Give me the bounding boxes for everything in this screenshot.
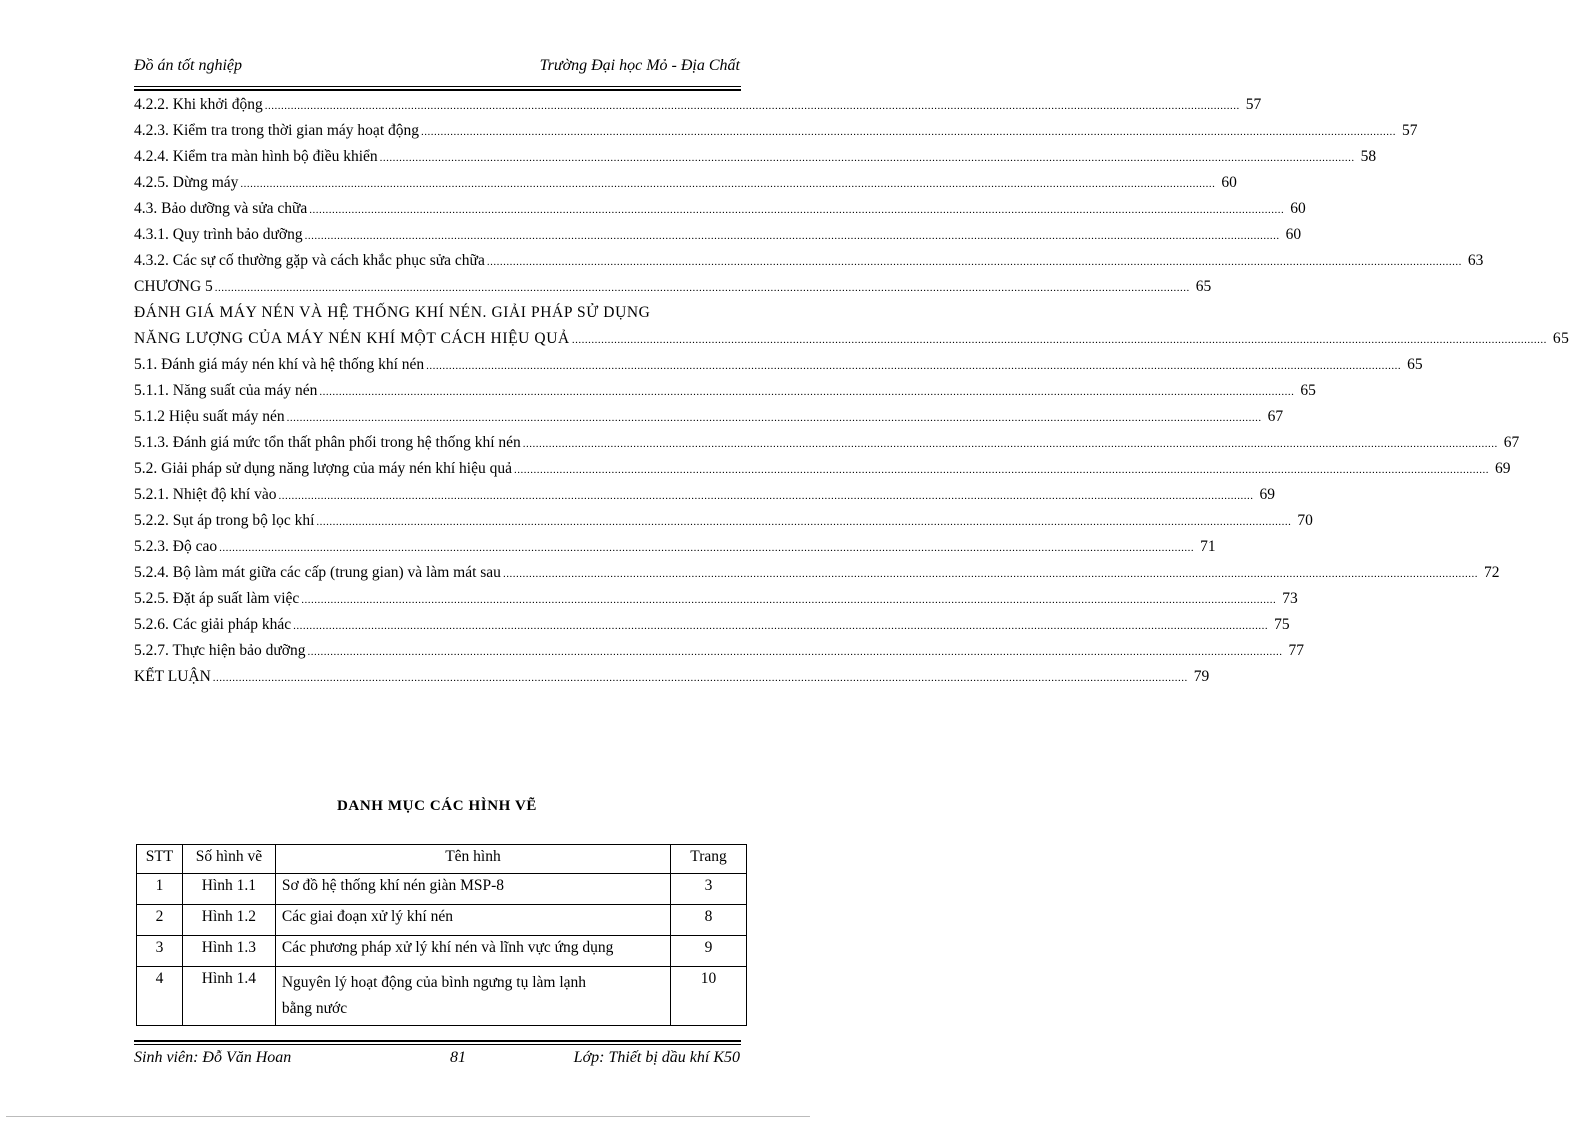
cell-figure-number: Hình 1.3: [182, 936, 275, 967]
toc-entry: [134, 327, 1570, 353]
cell-page: 8: [671, 905, 747, 936]
toc-entry: [134, 483, 1275, 509]
page-number: 81: [450, 1049, 466, 1066]
toc-leader: ............................................................................................................................................................................................................................................................................................................: [421, 126, 1396, 138]
table-row: [137, 936, 747, 967]
toc-entry-title: KẾT LUẬN: [134, 668, 211, 685]
figures-list-title: DANH MỤC CÁC HÌNH VẼ: [336, 798, 538, 814]
toc-leader: ............................................................................................................................................................................................................................................................................................................: [278, 490, 1254, 502]
toc-leader: ............................................................................................................................................................................................................................................................................................................: [522, 438, 1498, 450]
toc-leader: ............................................................................................................................................................................................................................................................................................................: [214, 282, 1190, 294]
toc-entry-title: 5.1.3. Đánh giá mức tổn thất phân phối trong hệ thống khí nén: [134, 434, 521, 451]
toc-entry: [134, 353, 1423, 379]
table-row: [137, 905, 747, 936]
toc-entry: [134, 665, 1210, 691]
toc-entry-page: 65: [1407, 356, 1423, 373]
toc-entry-page: 75: [1274, 616, 1290, 633]
toc-entry-page: 69: [1259, 486, 1275, 503]
toc-entry-title: 5.1.1. Năng suất của máy nén: [134, 382, 318, 399]
toc-entry-title: 5.2.3. Độ cao: [134, 538, 218, 555]
toc-entry-title: 4.2.5. Dừng máy: [134, 174, 239, 191]
footer-class: Lớp: Thiết bị dầu khí K50: [573, 1049, 740, 1066]
toc-entry-title: 4.2.2. Khi khởi động: [134, 96, 263, 113]
column-header-stt: STT: [137, 845, 183, 874]
toc-entry-page: 63: [1467, 252, 1484, 269]
table-row: [137, 874, 747, 905]
toc-entry: [134, 119, 1418, 145]
page-edge-divider: [6, 1116, 810, 1117]
toc-entry: [134, 405, 1284, 431]
toc-entry-title: 5.1.2 Hiệu suất máy nén: [134, 408, 285, 425]
cell-stt: 2: [137, 905, 183, 936]
toc-entry-page: 60: [1285, 226, 1302, 243]
toc-entry-title: CHƯƠNG 5: [134, 278, 213, 295]
toc-entry: [134, 223, 1302, 249]
toc-entry-title: 5.1. Đánh giá máy nén khí và hệ thống khí nén: [134, 356, 425, 373]
cell-stt: 4: [137, 967, 183, 1026]
toc-entry: [134, 171, 1237, 197]
toc-leader: ............................................................................................................................................................................................................................................................................................................: [502, 568, 1478, 580]
cell-page: 3: [671, 874, 747, 905]
table-of-contents: [134, 93, 1570, 691]
toc-entry-page: 69: [1494, 460, 1511, 477]
toc-entry-title: 4.3. Bảo dưỡng và sửa chữa: [134, 200, 308, 217]
table-row: [137, 967, 747, 1026]
toc-entry-page: 72: [1483, 564, 1500, 581]
toc-entry-page: 58: [1360, 148, 1377, 165]
cell-figure-number: Hình 1.2: [182, 905, 275, 936]
toc-entry-title: 5.2.1. Nhiệt độ khí vào: [134, 486, 277, 503]
toc-entry: [134, 431, 1520, 457]
footer-student: Sinh viên: Đỗ Văn Hoan: [134, 1049, 292, 1066]
toc-entry: [134, 197, 1306, 223]
toc-leader: ............................................................................................................................................................................................................................................................................................................: [309, 204, 1285, 216]
toc-entry-page: 65: [1552, 330, 1570, 347]
chapter-heading-line: ĐÁNH GIÁ MÁY NÉN VÀ HỆ THỐNG KHÍ NÉN. GIẢI PHÁP SỬ DỤNG: [134, 304, 651, 321]
page-footer: [134, 1049, 740, 1071]
cell-page: 9: [671, 936, 747, 967]
toc-entry-title: 5.2.7. Thực hiện bảo dưỡng: [134, 642, 306, 659]
toc-entry-title: 4.2.4. Kiểm tra màn hình bộ điều khiển: [134, 148, 378, 165]
toc-entry-title: 5.2.2. Sụt áp trong bộ lọc khí: [134, 512, 315, 529]
toc-leader: ............................................................................................................................................................................................................................................................................................................: [319, 386, 1295, 398]
toc-entry-page: 79: [1193, 668, 1210, 685]
toc-leader: ............................................................................................................................................................................................................................................................................................................: [293, 620, 1269, 632]
cell-stt: 3: [137, 936, 183, 967]
toc-leader: ............................................................................................................................................................................................................................................................................................................: [513, 464, 1489, 476]
toc-leader: ............................................................................................................................................................................................................................................................................................................: [301, 594, 1277, 606]
toc-entry-page: 60: [1290, 200, 1306, 217]
toc-leader: ............................................................................................................................................................................................................................................................................................................: [307, 646, 1283, 658]
toc-entry: [134, 93, 1262, 119]
column-header-figure-number: Số hình vẽ: [182, 845, 275, 874]
toc-leader: ............................................................................................................................................................................................................................................................................................................: [426, 360, 1402, 372]
toc-entry: [134, 509, 1313, 535]
toc-entry: [134, 145, 1377, 171]
toc-entry: [134, 249, 1484, 275]
toc-entry-page: 70: [1297, 512, 1313, 529]
table-header-row: [137, 845, 747, 874]
header-rule: [134, 86, 741, 91]
toc-entry: [134, 561, 1500, 587]
toc-leader: ............................................................................................................................................................................................................................................................................................................: [240, 178, 1216, 190]
cell-figure-name-line2: bằng nước: [281, 1000, 348, 1017]
toc-entry-title: 4.3.1. Quy trình bảo dưỡng: [134, 226, 303, 243]
toc-leader: ............................................................................................................................................................................................................................................................................................................: [486, 256, 1462, 268]
toc-entry-page: 65: [1300, 382, 1316, 399]
toc-entry-page: 67: [1503, 434, 1520, 451]
toc-entry: [134, 379, 1316, 405]
column-header-figure-name: Tên hình: [275, 845, 670, 874]
page-header: [134, 57, 740, 79]
footer-rule: [134, 1040, 741, 1045]
toc-leader: ............................................................................................................................................................................................................................................................................................................: [264, 100, 1240, 112]
toc-leader: ............................................................................................................................................................................................................................................................................................................: [316, 516, 1292, 528]
toc-entry: [134, 457, 1511, 483]
toc-entry-page: 57: [1402, 122, 1418, 139]
header-right: Trường Đại học Mỏ - Địa Chất: [539, 57, 740, 74]
cell-figure-name: Các giai đoạn xử lý khí nén: [275, 905, 670, 936]
cell-figure-name-line1: Nguyên lý hoạt động của bình ngưng tụ làm lạnh: [281, 974, 587, 991]
toc-entry-page: 65: [1195, 278, 1212, 295]
toc-entry-page: 73: [1282, 590, 1298, 607]
toc-leader: ............................................................................................................................................................................................................................................................................................................: [571, 334, 1547, 346]
toc-entry: [134, 639, 1305, 665]
toc-entry-title: 5.2.5. Đặt áp suất làm việc: [134, 590, 300, 607]
toc-entry: [134, 587, 1298, 613]
toc-entry-title: 5.2. Giải pháp sử dụng năng lượng của máy nén khí hiệu quả: [134, 460, 512, 477]
toc-leader: ............................................................................................................................................................................................................................................................................................................: [212, 672, 1188, 684]
toc-entry-page: 57: [1245, 96, 1262, 113]
toc-entry-title: 5.2.4. Bộ làm mát giữa các cấp (trung gian) và làm mát sau: [134, 564, 501, 581]
toc-leader: ............................................................................................................................................................................................................................................................................................................: [304, 230, 1280, 242]
toc-leader: ............................................................................................................................................................................................................................................................................................................: [219, 542, 1195, 554]
cell-page: 10: [671, 967, 747, 1026]
cell-figure-number: Hình 1.4: [182, 967, 275, 1026]
header-left: Đồ án tốt nghiệp: [134, 57, 242, 74]
cell-figure-number: Hình 1.1: [182, 874, 275, 905]
toc-entry: [134, 613, 1290, 639]
toc-entry-page: 60: [1221, 174, 1237, 191]
toc-entry-title: 4.3.2. Các sự cố thường gặp và cách khắc phục sửa chữa: [134, 252, 485, 269]
cell-stt: 1: [137, 874, 183, 905]
toc-entry-title: 4.2.3. Kiểm tra trong thời gian máy hoạt động: [134, 122, 419, 139]
toc-entry: [134, 535, 1216, 561]
toc-entry-page: 71: [1200, 538, 1216, 555]
cell-figure-name: Sơ đồ hệ thống khí nén giàn MSP-8: [275, 874, 670, 905]
toc-entry-title: NĂNG LƯỢNG CỦA MÁY NÉN KHÍ MỘT CÁCH HIỆU QUẢ: [134, 330, 570, 347]
toc-entry-title: 5.2.6. Các giải pháp khác: [134, 616, 292, 633]
toc-entry-page: 67: [1267, 408, 1284, 425]
column-header-page: Trang: [671, 845, 747, 874]
figures-table: [136, 844, 747, 1026]
toc-entry-page: 77: [1288, 642, 1305, 659]
toc-leader: ............................................................................................................................................................................................................................................................................................................: [286, 412, 1262, 424]
cell-figure-name: [275, 967, 670, 1026]
toc-leader: ............................................................................................................................................................................................................................................................................................................: [379, 152, 1355, 164]
cell-figure-name: Các phương pháp xử lý khí nén và lĩnh vực ứng dụng: [275, 936, 670, 967]
toc-entry: [134, 275, 1212, 301]
